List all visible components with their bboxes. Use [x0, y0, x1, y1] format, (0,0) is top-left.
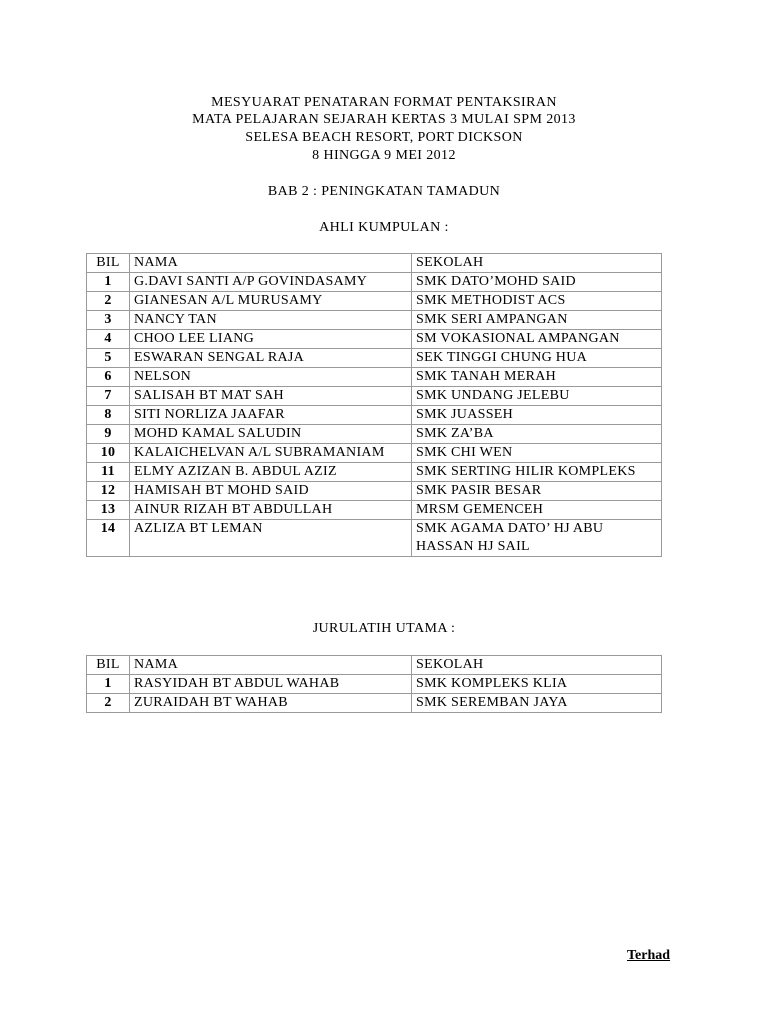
cell-nama: ELMY AZIZAN B. ABDUL AZIZ [130, 463, 412, 482]
column-header-sekolah: SEKOLAH [412, 656, 662, 675]
cell-sekolah: SMK TANAH MERAH [412, 368, 662, 387]
cell-nama: ZURAIDAH BT WAHAB [130, 694, 412, 713]
cell-sekolah: SMK METHODIST ACS [412, 292, 662, 311]
cell-bil: 1 [87, 675, 130, 694]
cell-nama: RASYIDAH BT ABDUL WAHAB [130, 675, 412, 694]
cell-bil: 5 [87, 349, 130, 368]
cell-nama: HAMISAH BT MOHD SAID [130, 482, 412, 501]
cell-nama: SALISAH BT MAT SAH [130, 387, 412, 406]
cell-sekolah: SMK PASIR BESAR [412, 482, 662, 501]
cell-bil: 2 [87, 694, 130, 713]
cell-sekolah: SMK AGAMA DATO’ HJ ABU HASSAN HJ SAIL [412, 520, 662, 557]
classification-label: Terhad [627, 948, 671, 963]
cell-sekolah: SM VOKASIONAL AMPANGAN [412, 330, 662, 349]
cell-nama: AINUR RIZAH BT ABDULLAH [130, 501, 412, 520]
table-row [87, 694, 662, 713]
cell-bil: 13 [87, 501, 130, 520]
column-header-bil: BIL [87, 254, 130, 273]
cell-bil: 6 [87, 368, 130, 387]
cell-sekolah: SMK UNDANG JELEBU [412, 387, 662, 406]
table-row [87, 444, 662, 463]
table-header-row [87, 656, 662, 675]
column-header-nama: NAMA [130, 656, 412, 675]
cell-nama: SITI NORLIZA JAAFAR [130, 406, 412, 425]
cell-sekolah: SMK DATO’MOHD SAID [412, 273, 662, 292]
cell-nama: ESWARAN SENGAL RAJA [130, 349, 412, 368]
cell-sekolah: MRSM GEMENCEH [412, 501, 662, 520]
title-line-4: 8 HINGGA 9 MEI 2012 [312, 148, 456, 163]
table-row [87, 273, 662, 292]
cell-nama: KALAICHELVAN A/L SUBRAMANIAM [130, 444, 412, 463]
cell-nama: G.DAVI SANTI A/P GOVINDASAMY [130, 273, 412, 292]
chapter-heading: BAB 2 : PENINGKATAN TAMADUN [267, 184, 501, 199]
cell-bil: 3 [87, 311, 130, 330]
cell-sekolah: SMK SERI AMPANGAN [412, 311, 662, 330]
trainers-heading: JURULATIH UTAMA : [312, 621, 456, 636]
cell-nama: GIANESAN A/L MURUSAMY [130, 292, 412, 311]
cell-sekolah: SMK JUASSEH [412, 406, 662, 425]
cell-bil: 14 [87, 520, 130, 557]
cell-sekolah: SMK SERTING HILIR KOMPLEKS [412, 463, 662, 482]
cell-sekolah: SMK SEREMBAN JAYA [412, 694, 662, 713]
cell-bil: 4 [87, 330, 130, 349]
title-line-1: MESYUARAT PENATARAN FORMAT PENTAKSIRAN [211, 95, 557, 110]
table-header-row [87, 254, 662, 273]
cell-bil: 11 [87, 463, 130, 482]
members-heading: AHLI KUMPULAN : [319, 220, 449, 235]
table-row [87, 387, 662, 406]
table-row [87, 368, 662, 387]
cell-bil: 1 [87, 273, 130, 292]
cell-bil: 9 [87, 425, 130, 444]
table-row [87, 501, 662, 520]
table-row [87, 311, 662, 330]
table-row [87, 349, 662, 368]
cell-bil: 7 [87, 387, 130, 406]
cell-nama: AZLIZA BT LEMAN [130, 520, 412, 557]
column-header-bil: BIL [87, 656, 130, 675]
cell-nama: NELSON [130, 368, 412, 387]
table-row [87, 520, 662, 557]
table-row [87, 482, 662, 501]
table-row [87, 675, 662, 694]
members-table [86, 253, 662, 557]
cell-nama: MOHD KAMAL SALUDIN [130, 425, 412, 444]
cell-bil: 10 [87, 444, 130, 463]
cell-sekolah: SMK KOMPLEKS KLIA [412, 675, 662, 694]
title-line-2: MATA PELAJARAN SEJARAH KERTAS 3 MULAI SPM 2013 [192, 112, 576, 127]
cell-nama: CHOO LEE LIANG [130, 330, 412, 349]
trainers-table-body [87, 656, 662, 713]
table-row [87, 330, 662, 349]
cell-bil: 8 [87, 406, 130, 425]
table-row [87, 406, 662, 425]
cell-nama: NANCY TAN [130, 311, 412, 330]
cell-sekolah: SMK CHI WEN [412, 444, 662, 463]
trainers-table [86, 655, 662, 713]
title-line-3: SELESA BEACH RESORT, PORT DICKSON [245, 130, 523, 145]
table-row [87, 463, 662, 482]
cell-sekolah: SEK TINGGI CHUNG HUA [412, 349, 662, 368]
column-header-nama: NAMA [130, 254, 412, 273]
column-header-sekolah: SEKOLAH [412, 254, 662, 273]
table-row [87, 292, 662, 311]
cell-bil: 2 [87, 292, 130, 311]
cell-bil: 12 [87, 482, 130, 501]
table-row [87, 425, 662, 444]
cell-sekolah: SMK ZA’BA [412, 425, 662, 444]
members-table-body [87, 254, 662, 557]
